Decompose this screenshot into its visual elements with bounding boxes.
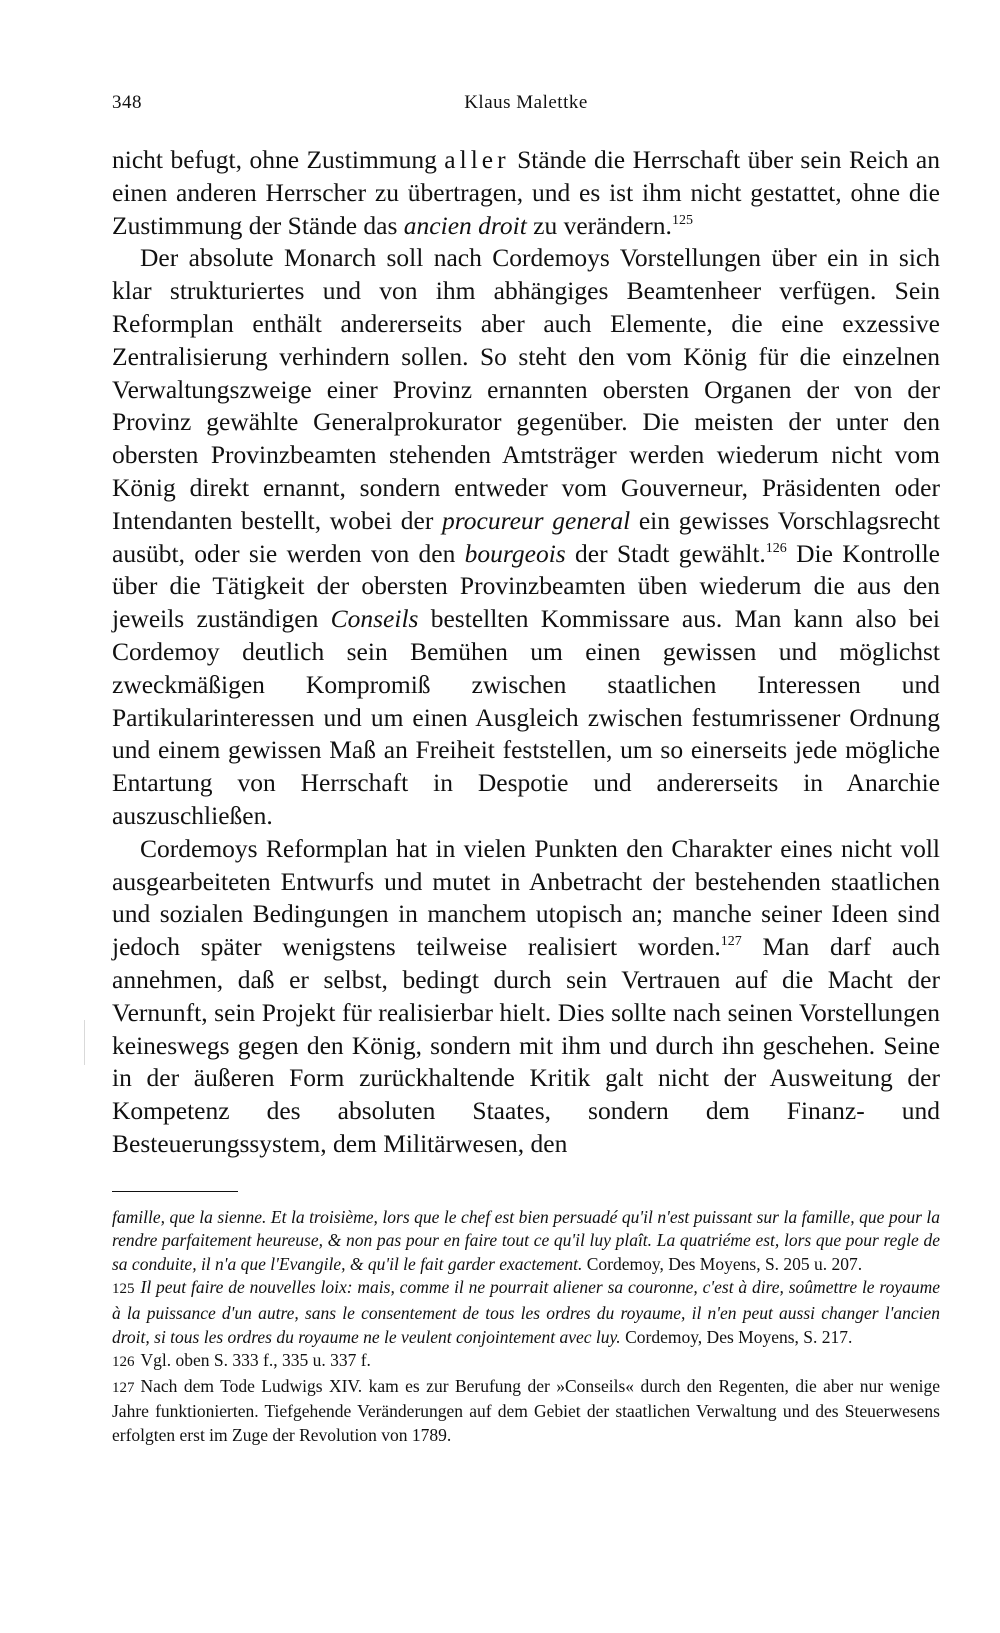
text-run: Cordemoys Reformplan hat in vielen Punkten den Charakter eines nicht voll ausgearbeiteten Entwurfs und mutet in Anbetracht der bestehenden staatlichen und sozialen Bedingungen in manchem utopisch an; manche seiner Ideen sind jedoch später wenigstens teilweise realisiert worden. [112, 833, 940, 962]
text-run: bestellten Kommissare aus. Man kann also bei Cordemoy deutlich sein Bemühen um einen gewissen und möglichst zweckmäßigen Kompromiß zwischen staatlichen Interessen und Partikularinteressen und um einen Ausgleich zwischen festumrissener Ordnung und einem gewissen Maß an Freiheit feststellen, um so einerseits jede mögliche Entartung von Herrschaft in Despotie und andererseits in Anarchie auszuschließen. [112, 604, 940, 830]
footnote-ref-125[interactable]: 125 [671, 212, 693, 228]
footnote-ref-127[interactable]: 127 [720, 934, 742, 950]
footnotes [112, 1206, 940, 1448]
footnote-number: 127 [112, 1379, 135, 1396]
footnote-125 [112, 1276, 940, 1349]
italic-term: bourgeois [464, 538, 566, 568]
text-run: Nach dem Tode Ludwigs XIV. kam es zur Berufung der »Conseils« durch den Regenten, die aber nur wenige Jahre funktionierten. Tiefgehende Veränderungen auf dem Gebiet der staatlichen Verwaltung und des Steuerwesens erfolgten erst im Zuge der Revolution von 1789. [112, 1375, 940, 1446]
italic-term: Conseils [330, 604, 419, 634]
footnote-number: 125 [112, 1281, 135, 1298]
italic-term: procureur general [442, 505, 631, 535]
footnote-126 [112, 1349, 940, 1375]
text-run: ein gewisses Vorschlagsrecht ausübt, oder sie werden von den [112, 505, 940, 568]
text-run: zu verändern. [526, 210, 672, 240]
text-run: Cordemoy, Des Moyens, S. 217. [620, 1326, 853, 1347]
footnote-127 [112, 1375, 940, 1448]
text-run: Cordemoy, Des Moyens, S. 205 u. 207. [582, 1253, 863, 1274]
text-run: Stände die Herrschaft über sein Reich an einen anderen Herrscher zu übertragen, und es ist ihm nicht gestattet, ohne die Zustimmung der Stände das [112, 145, 940, 240]
footnote-ref-126[interactable]: 126 [765, 540, 787, 556]
scan-gutter-mark [84, 1020, 85, 1065]
page-header [112, 92, 940, 122]
text-run: nicht befugt, ohne Zustimmung [112, 145, 445, 174]
page-number: 348 [112, 92, 142, 113]
italic-quote: famille, que la sienne. Et la troisième, lors que le chef est bien persuadé qu'il n'est puissant sur la famille, que pour la rendre parfaitement heureuse, & non pas pour en faire tout ce qu'il luy plaît. La quatriéme est, lors que pour regle de sa conduite, il n'a que l'Evangile, & qu'il le fait garder exactement. [112, 1206, 940, 1274]
footnote-divider [112, 1191, 238, 1192]
text-run: Die Kontrolle über die Tätigkeit der obersten Provinzbeamten üben wiederum die aus den jeweils zuständigen [112, 538, 940, 634]
text-run: der Stadt gewählt. [565, 538, 766, 568]
text-run: Der absolute Monarch soll nach Cordemoys Vorstellungen über ein in sich klar strukturiertes und von ihm abhängiges Beamtenheer verfügen. Sein Reformplan enthält andererseits aber auch Elemente, die eine exzessive Zentralisierung verhindern sollen. So steht den vom König für die einzelnen Verwaltungszweige einer Provinz ernannten obersten Organen der von der Provinz gewählte Generalprokurator gegenüber. Die meisten der unter den obersten Provinzbeamten stehenden Amtsträger werden wiederum nicht vom König direkt ernannt, sondern entweder vom Gouverneur, Präsidenten oder Intendanten bestellt, wobei der [112, 243, 940, 535]
running-head: Klaus Malettke [464, 92, 588, 113]
main-text [112, 144, 940, 1161]
footnote-number: 126 [112, 1354, 135, 1371]
italic-quote: Il peut faire de nouvelles loix: mais, comme il ne pourrait aliener sa couronne, c'est à dire, soûmettre le royaume à la puissance d'un autre, sans le consentement de tous les ordres du royaume, il n'en peut aussi changer l'ancien droit, si tous les ordres du royaume ne le veulent conjointement avec luy. [112, 1277, 940, 1347]
italic-term: ancien droit [403, 210, 527, 240]
paragraph-3 [112, 833, 940, 1161]
spaced-emphasis: aller [444, 145, 510, 174]
text-run: Vgl. oben S. 333 f., 335 u. 337 f. [140, 1350, 371, 1371]
paragraph-2 [112, 242, 940, 832]
book-page [112, 92, 940, 1448]
text-run: Man darf auch annehmen, daß er selbst, bedingt durch sein Vertrauen auf die Macht der Vernunft, sein Projekt für realisierbar hielt. Dies sollte nach seinen Vorstellungen keineswegs gegen den König, sondern mit ihm und durch ihn geschehen. Seine in der äußeren Form zurückhaltende Kritik galt nicht der Ausweitung der Kompetenz des absoluten Staates, sondern dem Finanz- und Besteuerungssystem, dem Militärwesen, den [112, 932, 941, 1158]
paragraph-1 [112, 144, 940, 242]
footnote-continuation [112, 1206, 940, 1277]
